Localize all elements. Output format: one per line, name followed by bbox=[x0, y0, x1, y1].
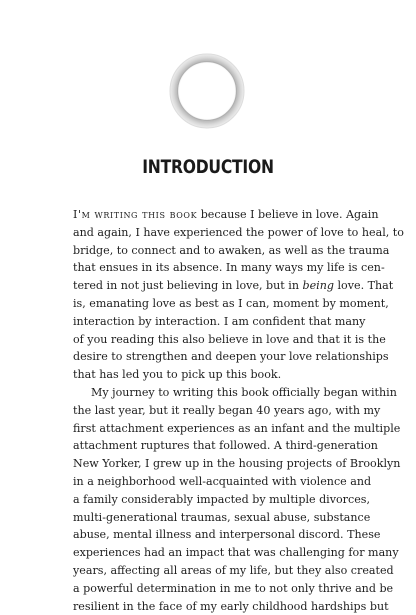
paragraph-line: tered in not just believing in love, but in being love. That bbox=[73, 279, 394, 293]
paragraph-line: and again, I have experienced the power of love to heal, to bbox=[73, 225, 404, 239]
paragraph-line: abuse, mental illness and interpersonal discord. These bbox=[73, 528, 381, 542]
paragraph-line: a powerful determination in me to not only thrive and be bbox=[73, 581, 394, 595]
paragraph-line: bridge, to connect and to awaken, as well as the trauma bbox=[73, 243, 390, 257]
paragraph-line: years, affecting all areas of my life, but they also created bbox=[73, 563, 394, 577]
paragraph-line: experiences had an impact that was challenging for many bbox=[73, 546, 399, 560]
paragraph-line: that has led you to pick up this book. bbox=[73, 368, 282, 382]
chapter-title: INTRODUCTION bbox=[142, 156, 274, 178]
paragraph-line: of you reading this also believe in love and that it is the bbox=[73, 332, 386, 346]
emphasis-text: being bbox=[302, 279, 334, 293]
paragraph-line: desire to strengthen and deepen your love relationships bbox=[73, 350, 389, 364]
paragraph-line: the last year, but it really began 40 years ago, with my bbox=[73, 403, 381, 417]
paragraph-line: in a neighborhood well-acquainted with violence and bbox=[73, 474, 372, 488]
paragraph-line: My journey to writing this book officially began within bbox=[91, 385, 397, 399]
paragraph-line: first attachment experiences as an infant and the multiple bbox=[73, 421, 401, 435]
paragraph-line: interaction by interaction. I am confident that many bbox=[73, 314, 366, 328]
paragraph-line: that ensues in its absence. In many ways my life is cen- bbox=[73, 261, 385, 275]
paragraph-line: attachment ruptures that followed. A third-generation bbox=[73, 439, 378, 453]
circle-ornament-icon bbox=[168, 52, 246, 130]
paragraph-line: New Yorker, I grew up in the housing projects of Brooklyn bbox=[73, 457, 401, 471]
paragraph-line: is, emanating love as best as I can, moment by moment, bbox=[73, 296, 389, 310]
paragraph-line: multi-generational traumas, sexual abuse, substance bbox=[73, 510, 371, 524]
paragraph-line: a family considerably impacted by multiple divorces, bbox=[73, 492, 370, 506]
opening-lead-in: I'm writing this book bbox=[73, 208, 198, 221]
paragraph-line: resilient in the face of my early childhood hardships but bbox=[73, 599, 389, 613]
paragraph-line: I'm writing this book because I believe in love. Again bbox=[73, 208, 379, 221]
body-text bbox=[73, 206, 404, 615]
